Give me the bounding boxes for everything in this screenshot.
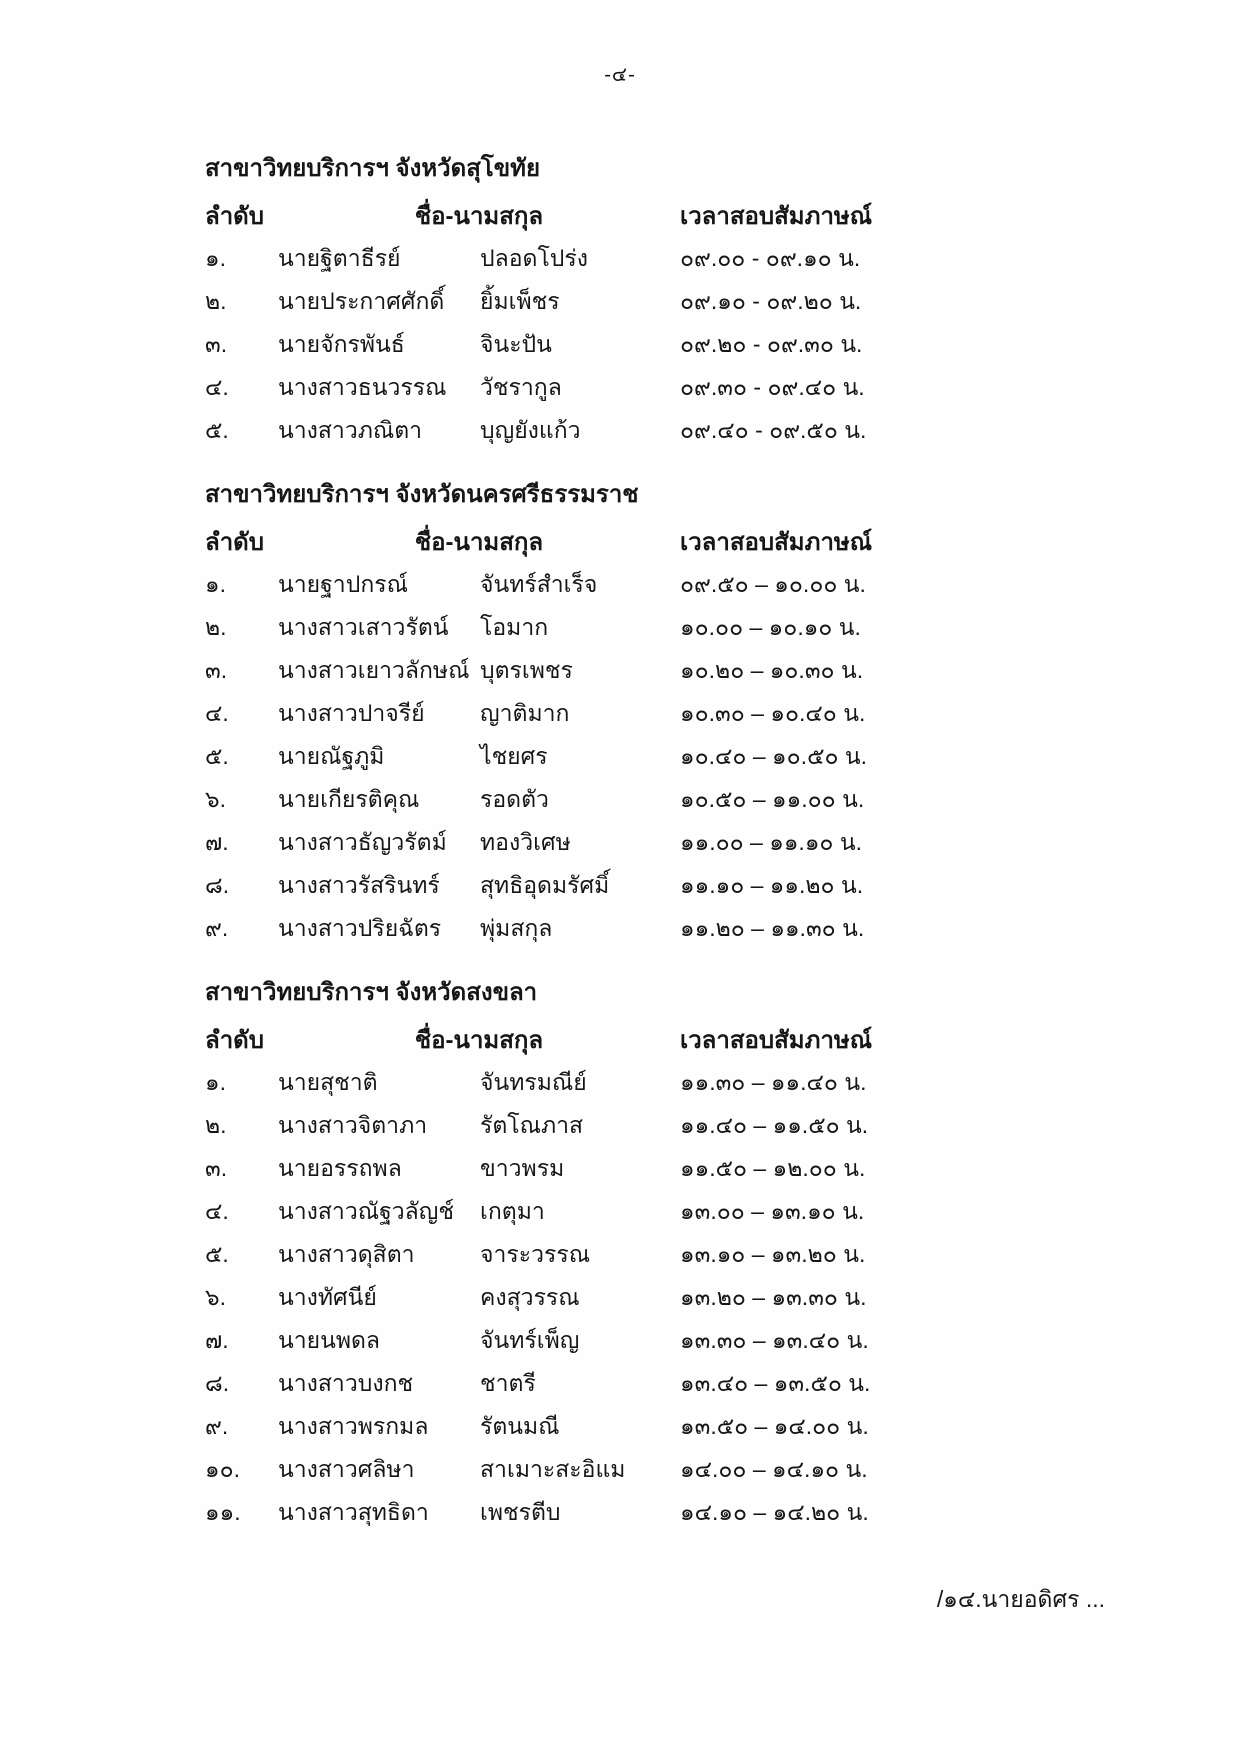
table-row bbox=[205, 1147, 1120, 1190]
row-order-number: ๕. bbox=[205, 742, 229, 769]
row-order-number: ๒. bbox=[205, 613, 227, 640]
table-row bbox=[205, 778, 1120, 821]
row-first-name: นางสาวเยาวลักษณ์ bbox=[278, 656, 470, 683]
row-order-number: ๓. bbox=[205, 656, 228, 683]
row-first-name: นางสาวดุสิตา bbox=[278, 1240, 415, 1267]
section-rows bbox=[205, 1061, 1120, 1534]
section-rows bbox=[205, 563, 1120, 950]
row-last-name: ปลอดโปร่ง bbox=[480, 244, 588, 271]
row-order-number: ๕. bbox=[205, 1240, 229, 1267]
row-first-name: นายประกาศศักดิ์ bbox=[278, 287, 445, 314]
table-row bbox=[205, 907, 1120, 950]
row-first-name: นางสาวบงกช bbox=[278, 1369, 414, 1396]
row-order-number: ๓. bbox=[205, 1154, 228, 1181]
row-order-number: ๓. bbox=[205, 330, 228, 357]
schedule-sections bbox=[205, 152, 1120, 1534]
row-last-name: ขาวพรม bbox=[480, 1154, 565, 1181]
column-header-order: ลำดับ bbox=[205, 1027, 265, 1054]
page-number: -๔- bbox=[604, 64, 636, 86]
row-first-name: นายเกียรติคุณ bbox=[278, 785, 420, 812]
row-first-name: นายจักรพันธ์ bbox=[278, 330, 405, 357]
row-first-name: นางสาวปาจรีย์ bbox=[278, 699, 425, 726]
table-row bbox=[205, 1362, 1120, 1405]
table-header-row bbox=[205, 194, 1120, 237]
row-interview-time: ๑๐.๔๐ – ๑๐.๕๐ น. bbox=[680, 742, 868, 769]
row-last-name: จันทร์เพ็ญ bbox=[480, 1326, 580, 1353]
table-row bbox=[205, 1190, 1120, 1233]
row-order-number: ๙. bbox=[205, 914, 229, 941]
row-first-name: นายสุชาติ bbox=[278, 1068, 378, 1095]
row-interview-time: ๑๐.๐๐ – ๑๐.๑๐ น. bbox=[680, 613, 861, 640]
row-last-name: โอมาก bbox=[480, 613, 549, 640]
row-interview-time: ๐๙.๕๐ – ๑๐.๐๐ น. bbox=[680, 570, 866, 597]
table-row bbox=[205, 409, 1120, 452]
row-last-name: จินะปัน bbox=[480, 330, 552, 357]
row-interview-time: ๐๙.๐๐ - ๐๙.๑๐ น. bbox=[680, 244, 861, 271]
row-interview-time: ๑๑.๑๐ – ๑๑.๒๐ น. bbox=[680, 871, 864, 898]
table-row bbox=[205, 1405, 1120, 1448]
row-interview-time: ๑๓.๔๐ – ๑๓.๕๐ น. bbox=[680, 1369, 871, 1396]
row-last-name: รอดตัว bbox=[480, 785, 549, 812]
row-first-name: นางสาวณัฐวลัญช์ bbox=[278, 1197, 454, 1224]
table-row bbox=[205, 692, 1120, 735]
row-order-number: ๗. bbox=[205, 1326, 229, 1353]
row-interview-time: ๐๙.๓๐ - ๐๙.๔๐ น. bbox=[680, 373, 865, 400]
row-last-name: วัชรากูล bbox=[480, 373, 562, 400]
row-order-number: ๘. bbox=[205, 1369, 230, 1396]
row-interview-time: ๑๓.๐๐ – ๑๓.๑๐ น. bbox=[680, 1197, 865, 1224]
table-header-row bbox=[205, 1018, 1120, 1061]
row-order-number: ๑. bbox=[205, 570, 226, 597]
table-row bbox=[205, 1276, 1120, 1319]
row-last-name: รัตนมณี bbox=[480, 1412, 560, 1439]
column-header-time: เวลาสอบสัมภาษณ์ bbox=[680, 203, 873, 230]
row-order-number: ๔. bbox=[205, 699, 229, 726]
row-last-name: สุทธิอุดมรัศมิ์ bbox=[480, 871, 610, 898]
row-interview-time: ๑๔.๐๐ – ๑๔.๑๐ น. bbox=[680, 1455, 868, 1482]
row-last-name: รัตโณภาส bbox=[480, 1111, 584, 1138]
table-row bbox=[205, 280, 1120, 323]
column-header-time: เวลาสอบสัมภาษณ์ bbox=[680, 1027, 873, 1054]
row-order-number: ๑๑. bbox=[205, 1498, 241, 1525]
row-last-name: ยิ้มเพ็ชร bbox=[480, 287, 560, 314]
column-header-order: ลำดับ bbox=[205, 203, 265, 230]
row-first-name: นางสาวรัสรินทร์ bbox=[278, 871, 440, 898]
row-last-name: ชาตรี bbox=[480, 1369, 536, 1396]
table-header-row bbox=[205, 520, 1120, 563]
table-row bbox=[205, 366, 1120, 409]
row-last-name: ญาติมาก bbox=[480, 699, 570, 726]
row-first-name: นางสาวภณิตา bbox=[278, 416, 423, 443]
row-order-number: ๔. bbox=[205, 373, 229, 400]
row-order-number: ๒. bbox=[205, 1111, 227, 1138]
row-first-name: นางสาวจิตาภา bbox=[278, 1111, 428, 1138]
row-last-name: เพชรตีบ bbox=[480, 1498, 561, 1525]
row-interview-time: ๑๓.๕๐ – ๑๔.๐๐ น. bbox=[680, 1412, 869, 1439]
table-row bbox=[205, 563, 1120, 606]
row-first-name: นายณัฐภูมิ bbox=[278, 742, 385, 769]
row-interview-time: ๑๑.๐๐ – ๑๑.๑๐ น. bbox=[680, 828, 862, 855]
row-order-number: ๙. bbox=[205, 1412, 229, 1439]
row-last-name: จันทรมณีย์ bbox=[480, 1068, 587, 1095]
branch-section bbox=[205, 976, 1120, 1534]
row-order-number: ๗. bbox=[205, 828, 229, 855]
row-first-name: นางสาวพรกมล bbox=[278, 1412, 429, 1439]
row-interview-time: ๑๔.๑๐ – ๑๔.๒๐ น. bbox=[680, 1498, 869, 1525]
row-first-name: นางทัศนีย์ bbox=[278, 1283, 377, 1310]
row-last-name: พุ่มสกุล bbox=[480, 914, 553, 941]
column-header-name: ชื่อ-นามสกุล bbox=[414, 203, 544, 230]
row-last-name: ไชยศร bbox=[480, 742, 548, 769]
row-interview-time: ๐๙.๒๐ - ๐๙.๓๐ น. bbox=[680, 330, 863, 357]
row-interview-time: ๑๑.๕๐ – ๑๒.๐๐ น. bbox=[680, 1154, 866, 1181]
row-interview-time: ๑๓.๑๐ – ๑๓.๒๐ น. bbox=[680, 1240, 866, 1267]
column-header-order: ลำดับ bbox=[205, 529, 265, 556]
row-last-name: คงสุวรรณ bbox=[480, 1283, 580, 1310]
row-last-name: บุญยังแก้ว bbox=[480, 416, 581, 443]
row-order-number: ๘. bbox=[205, 871, 230, 898]
row-last-name: สาเมาะสะอิแม bbox=[480, 1455, 626, 1482]
row-interview-time: ๑๑.๓๐ – ๑๑.๔๐ น. bbox=[680, 1068, 867, 1095]
row-order-number: ๔. bbox=[205, 1197, 229, 1224]
section-title: สาขาวิทยบริการฯ จังหวัดสุโขทัย bbox=[205, 155, 541, 182]
row-last-name: จาระวรรณ bbox=[480, 1240, 591, 1267]
row-first-name: นางสาวเสาวรัตน์ bbox=[278, 613, 449, 640]
row-first-name: นายฐิตาธีรย์ bbox=[278, 244, 401, 271]
row-interview-time: ๑๑.๒๐ – ๑๑.๓๐ น. bbox=[680, 914, 865, 941]
table-row bbox=[205, 323, 1120, 366]
row-first-name: นางสาวธัญวรัตม์ bbox=[278, 828, 447, 855]
column-header-name: ชื่อ-นามสกุล bbox=[414, 529, 544, 556]
row-first-name: นายนพดล bbox=[278, 1326, 381, 1353]
row-interview-time: ๐๙.๑๐ - ๐๙.๒๐ น. bbox=[680, 287, 862, 314]
row-last-name: บุตรเพชร bbox=[480, 656, 573, 683]
table-row bbox=[205, 1319, 1120, 1362]
row-order-number: ๒. bbox=[205, 287, 227, 314]
table-row bbox=[205, 1233, 1120, 1276]
table-row bbox=[205, 864, 1120, 907]
row-order-number: ๑. bbox=[205, 244, 226, 271]
row-first-name: นางสาวธนวรรณ bbox=[278, 373, 447, 400]
row-order-number: ๑๐. bbox=[205, 1455, 241, 1482]
table-row bbox=[205, 821, 1120, 864]
row-first-name: นางสาวปริยฉัตร bbox=[278, 914, 442, 941]
row-interview-time: ๑๓.๓๐ – ๑๓.๔๐ น. bbox=[680, 1326, 869, 1353]
row-interview-time: ๑๐.๕๐ – ๑๑.๐๐ น. bbox=[680, 785, 865, 812]
row-last-name: จันทร์สำเร็จ bbox=[480, 570, 598, 597]
row-first-name: นางสาวศลิษา bbox=[278, 1455, 415, 1482]
row-order-number: ๖. bbox=[205, 785, 226, 812]
row-order-number: ๑. bbox=[205, 1068, 226, 1095]
table-row bbox=[205, 1448, 1120, 1491]
section-title: สาขาวิทยบริการฯ จังหวัดสงขลา bbox=[205, 979, 538, 1006]
row-order-number: ๖. bbox=[205, 1283, 226, 1310]
section-title: สาขาวิทยบริการฯ จังหวัดนครศรีธรรมราช bbox=[205, 481, 639, 508]
row-interview-time: ๑๑.๔๐ – ๑๑.๕๐ น. bbox=[680, 1111, 869, 1138]
row-first-name: นายอรรถพล bbox=[278, 1154, 402, 1181]
continuation-note: /๑๔.นายอดิศร ... bbox=[936, 1586, 1105, 1612]
row-interview-time: ๑๓.๒๐ – ๑๓.๓๐ น. bbox=[680, 1283, 867, 1310]
row-interview-time: ๑๐.๓๐ – ๑๐.๔๐ น. bbox=[680, 699, 866, 726]
table-row bbox=[205, 1104, 1120, 1147]
branch-section bbox=[205, 152, 1120, 452]
row-first-name: นางสาวสุทธิดา bbox=[278, 1498, 429, 1525]
branch-section bbox=[205, 478, 1120, 950]
table-row bbox=[205, 1491, 1120, 1534]
row-first-name: นายฐาปกรณ์ bbox=[278, 570, 408, 597]
section-rows bbox=[205, 237, 1120, 452]
column-header-name: ชื่อ-นามสกุล bbox=[414, 1027, 544, 1054]
table-row bbox=[205, 649, 1120, 692]
table-row bbox=[205, 606, 1120, 649]
row-last-name: เกตุมา bbox=[480, 1197, 545, 1224]
row-last-name: ทองวิเศษ bbox=[480, 828, 571, 855]
table-row bbox=[205, 1061, 1120, 1104]
row-order-number: ๕. bbox=[205, 416, 229, 443]
table-row bbox=[205, 735, 1120, 778]
row-interview-time: ๑๐.๒๐ – ๑๐.๓๐ น. bbox=[680, 656, 864, 683]
column-header-time: เวลาสอบสัมภาษณ์ bbox=[680, 529, 873, 556]
table-row bbox=[205, 237, 1120, 280]
row-interview-time: ๐๙.๔๐ - ๐๙.๕๐ น. bbox=[680, 416, 867, 443]
